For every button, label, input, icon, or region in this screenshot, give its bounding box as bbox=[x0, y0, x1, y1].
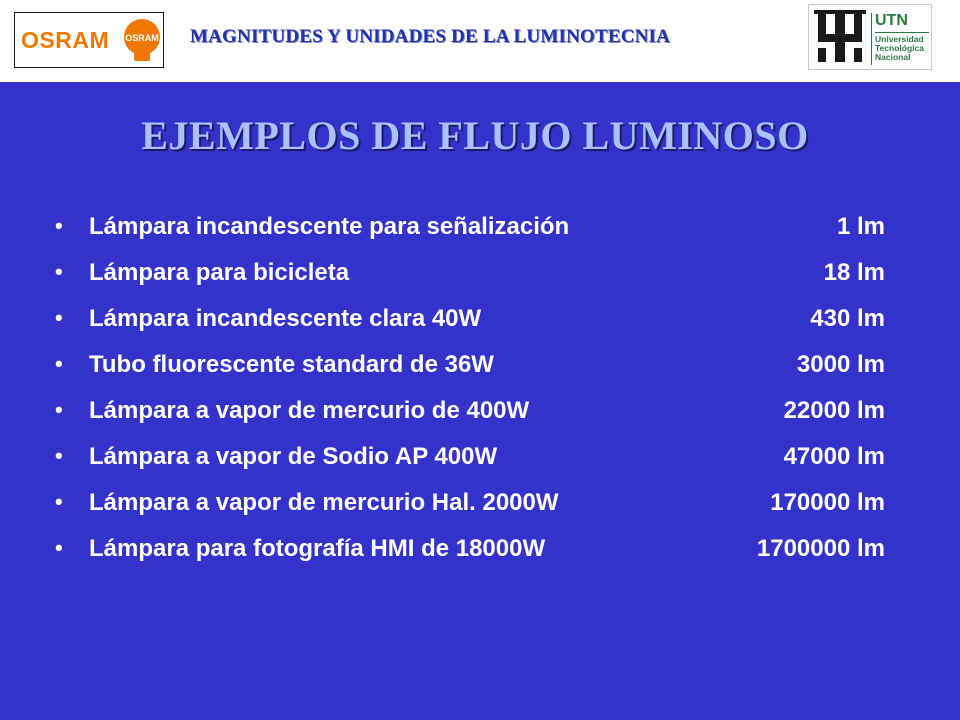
item-name: Lámpara para bicicleta bbox=[89, 259, 350, 286]
item-name: Lámpara incandescente para señalización bbox=[89, 213, 570, 240]
osram-bulb-text: OSRAM bbox=[125, 33, 159, 43]
bullet: • bbox=[55, 443, 63, 468]
item-value: 170000 lm bbox=[770, 489, 885, 516]
utn-acronym: UTN bbox=[875, 12, 908, 29]
list-item bbox=[55, 397, 885, 443]
item-name: Lámpara incandescente clara 40W bbox=[89, 305, 482, 332]
bullet: • bbox=[55, 213, 63, 238]
item-value: 1 lm bbox=[836, 213, 885, 240]
utn-rule bbox=[875, 32, 929, 33]
bullet: • bbox=[55, 351, 63, 376]
list-item bbox=[55, 259, 885, 305]
item-name: Lámpara para fotografía HMI de 18000W bbox=[89, 535, 546, 562]
utn-emblem-icon bbox=[814, 10, 866, 64]
item-value: 430 lm bbox=[810, 305, 885, 332]
list-item bbox=[55, 305, 885, 351]
item-value: 3000 lm bbox=[796, 351, 885, 378]
item-value: 47000 lm bbox=[783, 443, 885, 470]
utn-name: Universidad Tecnológica Nacional bbox=[875, 34, 924, 62]
osram-bulb-icon bbox=[119, 17, 165, 65]
list-item bbox=[55, 443, 885, 489]
item-name: Lámpara a vapor de mercurio de 400W bbox=[89, 397, 530, 424]
utn-logo bbox=[808, 4, 932, 70]
utn-divider bbox=[871, 13, 872, 65]
osram-logo-word: OSRAM bbox=[21, 27, 110, 53]
item-value: 22000 lm bbox=[783, 397, 885, 424]
luminous-flux-list bbox=[55, 213, 885, 581]
header-bar bbox=[0, 0, 960, 82]
page-title: EJEMPLOS DE FLUJO LUMINOSO bbox=[141, 113, 809, 158]
item-name: Tubo fluorescente standard de 36W bbox=[89, 351, 494, 378]
list-item bbox=[55, 535, 885, 581]
item-name: Lámpara a vapor de Sodio AP 400W bbox=[89, 443, 498, 470]
bullet: • bbox=[55, 535, 63, 560]
item-value: 1700000 lm bbox=[756, 535, 885, 562]
bullet: • bbox=[55, 305, 63, 330]
item-name: Lámpara a vapor de mercurio Hal. 2000W bbox=[89, 489, 559, 516]
bullet: • bbox=[55, 259, 63, 284]
header-title: MAGNITUDES Y UNIDADES DE LA LUMINOTECNIA bbox=[190, 26, 671, 47]
list-item bbox=[55, 351, 885, 397]
list-item bbox=[55, 489, 885, 535]
list-item bbox=[55, 213, 885, 259]
osram-logo bbox=[14, 12, 164, 68]
bullet: • bbox=[55, 397, 63, 422]
bullet: • bbox=[55, 489, 63, 514]
item-value: 18 lm bbox=[823, 259, 885, 286]
